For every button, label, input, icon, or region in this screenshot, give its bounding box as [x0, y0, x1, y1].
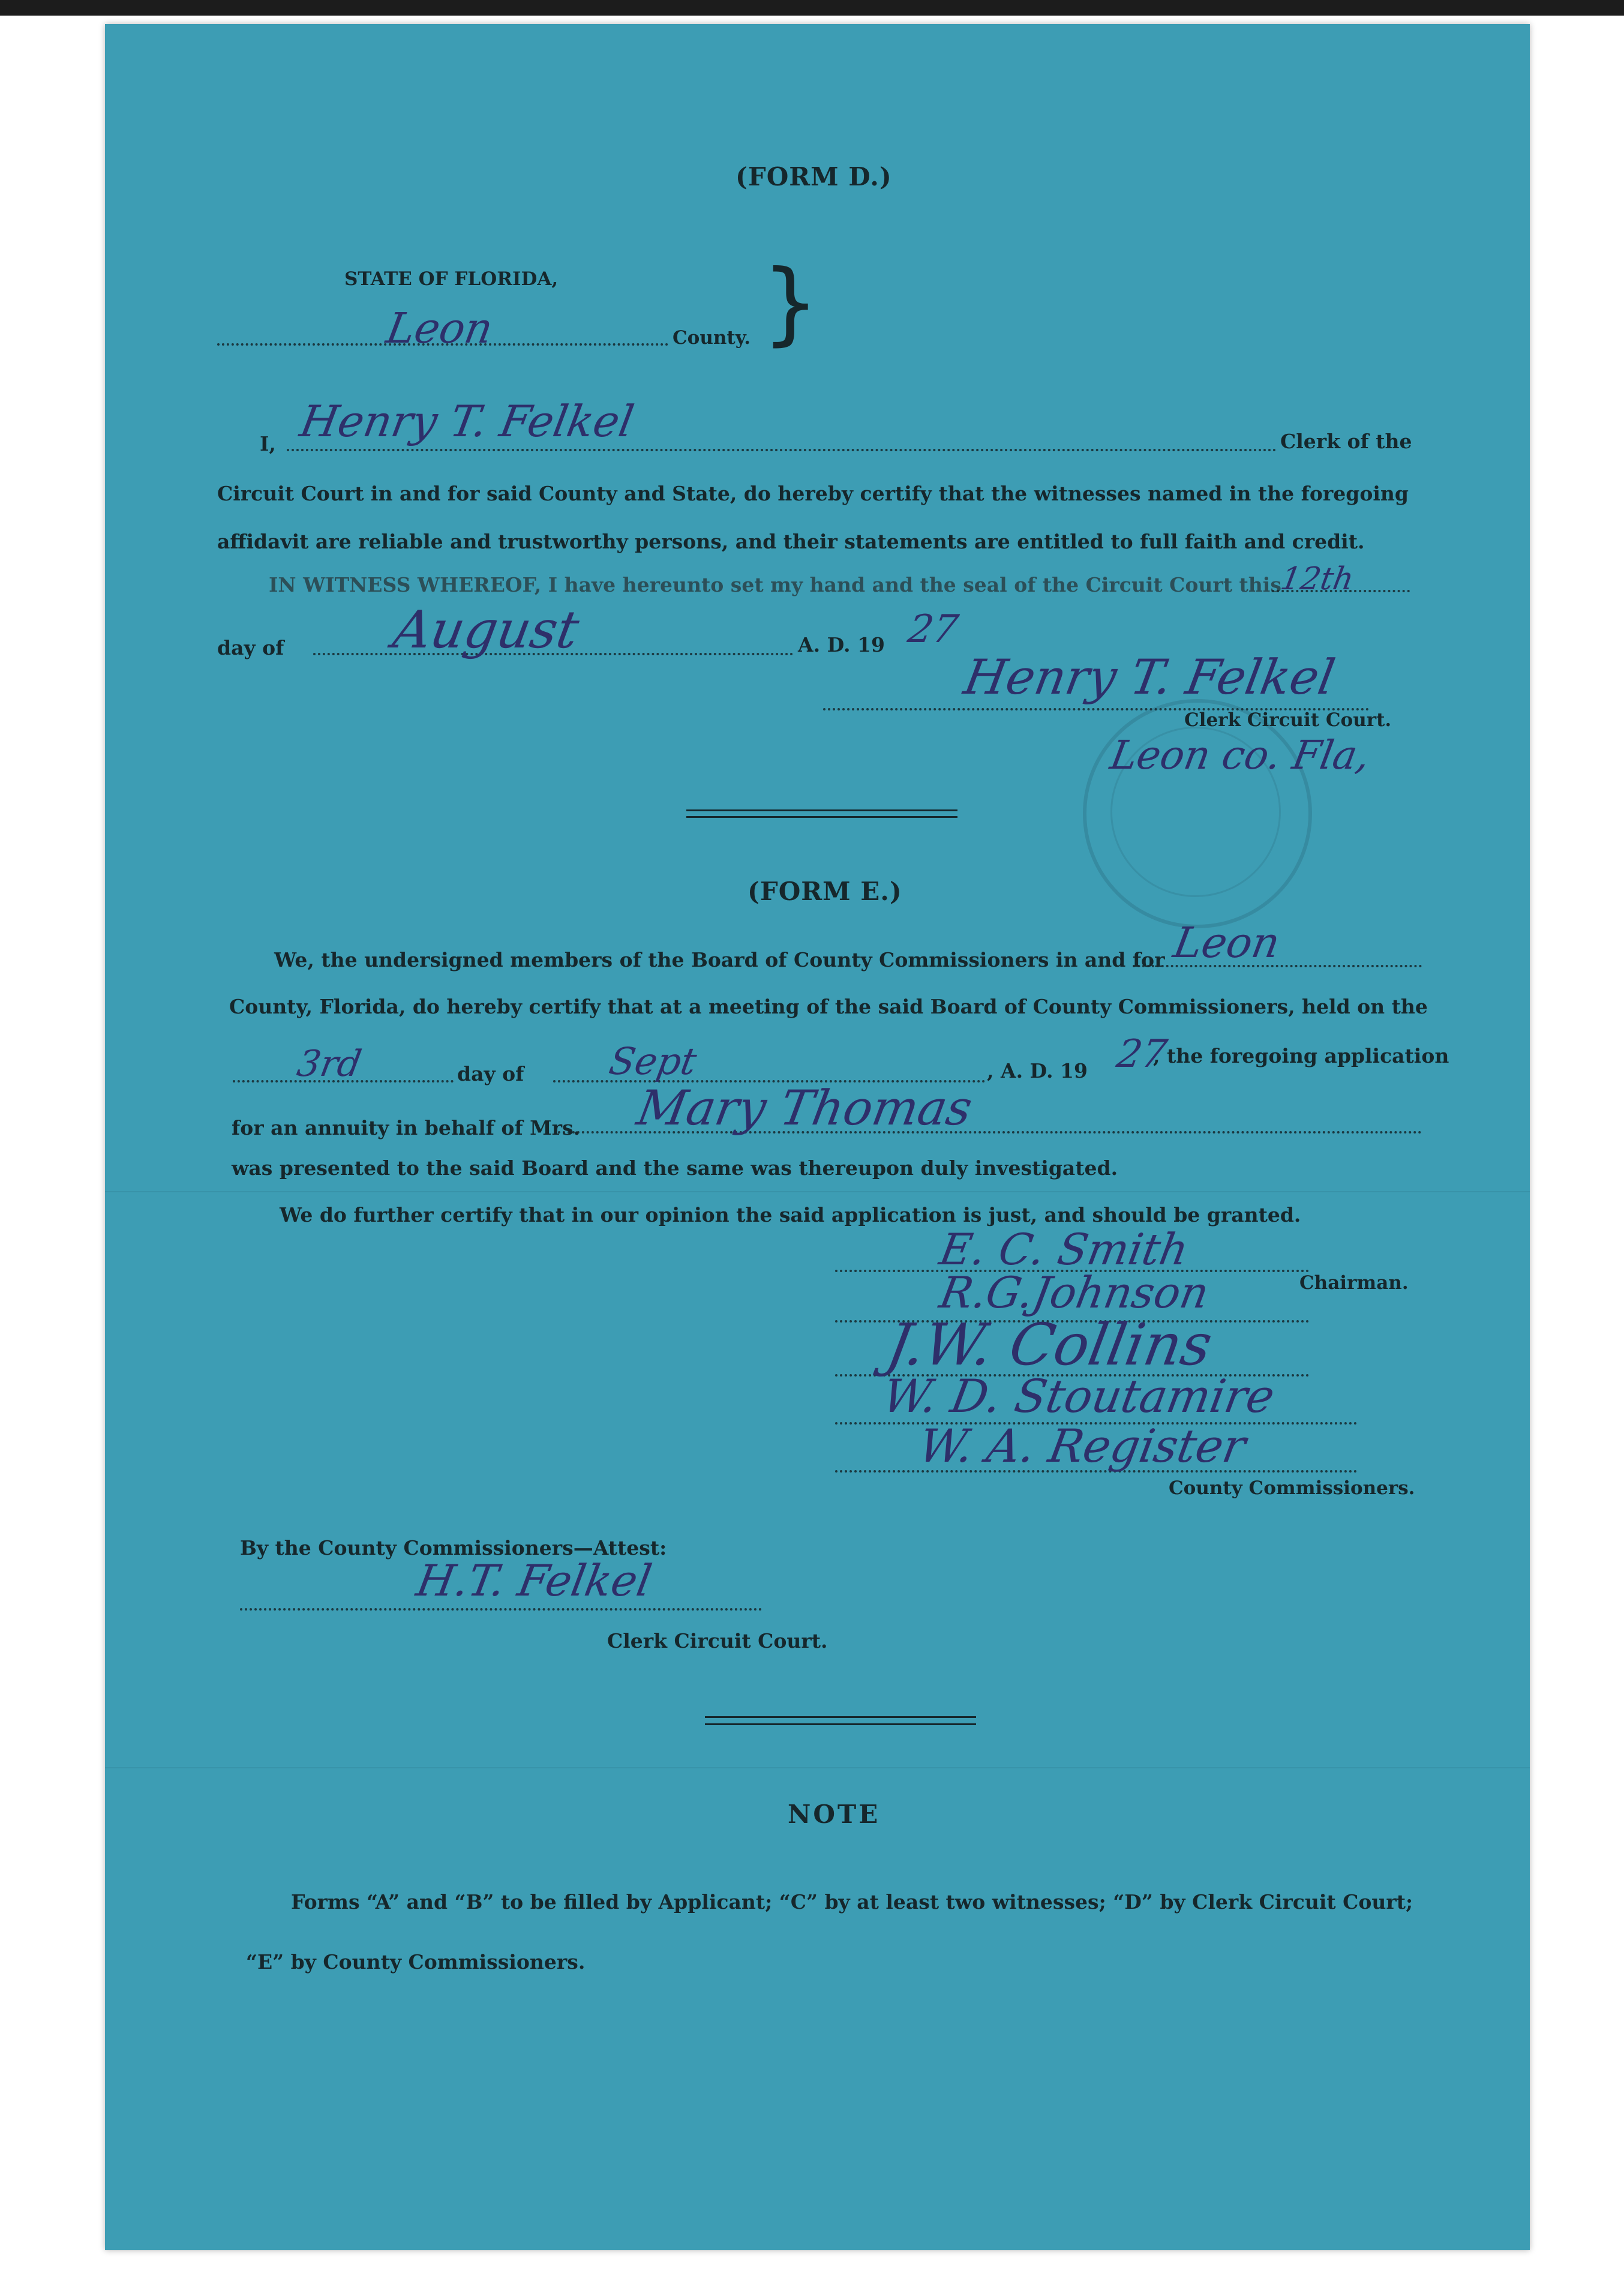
attest-label: By the County Commissioners—Attest:: [240, 1536, 667, 1560]
form-e-county-handwritten: Leon: [1170, 918, 1284, 967]
ad-label: A. D. 19: [798, 633, 885, 656]
i-label: I,: [260, 432, 276, 455]
county-handwritten: Leon: [383, 304, 497, 353]
year-handwritten: 27: [905, 607, 962, 652]
attest-signature-handwritten: H.T. Felkel: [413, 1555, 656, 1606]
meeting-line: County, Florida, do hereby certify that at a meeting of the said Board of County Commissioners, held on the: [229, 995, 1428, 1018]
clerk-of-the-label: Clerk of the: [1280, 430, 1412, 453]
meeting-month-handwritten: Sept: [606, 1039, 700, 1083]
witness-day-handwritten: 12th: [1278, 561, 1357, 597]
commissioner-signature-handwritten: W. D. Stoutamire: [879, 1369, 1279, 1423]
divider-rule: [686, 816, 957, 818]
commissioner-signature-handwritten: J.W. Collins: [882, 1311, 1217, 1378]
annuity-line: for an annuity in behalf of Mrs.: [232, 1116, 581, 1139]
meeting-day-of-label: day of: [457, 1062, 524, 1085]
certify-line-2: affidavit are reliable and trustworthy persons, and their statements are entitled to full faith and credit.: [217, 530, 1365, 553]
attest-sig-line: [240, 1608, 762, 1611]
right-brace: }: [762, 251, 819, 355]
divider-rule: [705, 1723, 976, 1725]
note-line-1: Forms “A” and “B” to be filled by Applicant; “C” by at least two witnesses; “D” by Clerk Circuit Court;: [291, 1890, 1413, 1914]
further-certify-line: We do further certify that in our opinion the said application is just, and should be granted.: [280, 1203, 1301, 1227]
commissioner-signature-handwritten: W. A. Register: [915, 1419, 1250, 1473]
witness-line: IN WITNESS WHEREOF, I have hereunto set my hand and the seal of the Circuit Court this: [269, 573, 1281, 596]
clerk-circuit-court-label: Clerk Circuit Court.: [1184, 709, 1392, 731]
clerk-signature-handwritten: Henry T. Felkel: [960, 649, 1339, 705]
form-e-heading: (FORM E.): [748, 877, 902, 906]
note-line-2: “E” by County Commissioners.: [246, 1950, 586, 1974]
clerk-name-handwritten: Henry T. Felkel: [296, 396, 638, 446]
meeting-year-handwritten: 27: [1113, 1032, 1170, 1076]
divider-rule: [686, 809, 957, 811]
foregoing-application-label: , the foregoing application: [1153, 1044, 1449, 1067]
commissioner-signature-handwritten: R.G.Johnson: [936, 1267, 1213, 1318]
clerk-location-handwritten: Leon co. Fla,: [1107, 732, 1374, 778]
county-label: County.: [673, 327, 751, 349]
month-handwritten: August: [389, 600, 584, 660]
divider-rule: [705, 1716, 976, 1718]
clerk-name-fill-line: [287, 449, 1277, 451]
form-d-heading: (FORM D.): [736, 162, 892, 191]
scan-top-border: [0, 0, 1624, 16]
day-of-label: day of: [217, 636, 284, 659]
chairman-label: Chairman.: [1299, 1272, 1409, 1294]
clerk-circuit-court-label: Clerk Circuit Court.: [607, 1629, 828, 1653]
presented-line: was presented to the said Board and the same was thereupon duly investigated.: [232, 1156, 1118, 1180]
paper-fold: [105, 1767, 1530, 1768]
meeting-ad-label: , A. D. 19: [987, 1059, 1088, 1082]
meeting-day-handwritten: 3rd: [294, 1043, 365, 1085]
state-label: STATE OF FLORIDA,: [344, 268, 559, 290]
certify-line-1: Circuit Court in and for said County and State, do hereby certify that the witnesses named in the foregoing: [217, 482, 1409, 505]
paper-fold: [105, 1191, 1530, 1192]
note-heading: NOTE: [788, 1800, 881, 1829]
chairman-signature-handwritten: E. C. Smith: [936, 1224, 1193, 1275]
annuitant-name-handwritten: Mary Thomas: [633, 1080, 977, 1136]
we-line: We, the undersigned members of the Board of County Commissioners in and for: [274, 948, 1165, 971]
county-commissioners-label: County Commissioners.: [1169, 1477, 1415, 1499]
